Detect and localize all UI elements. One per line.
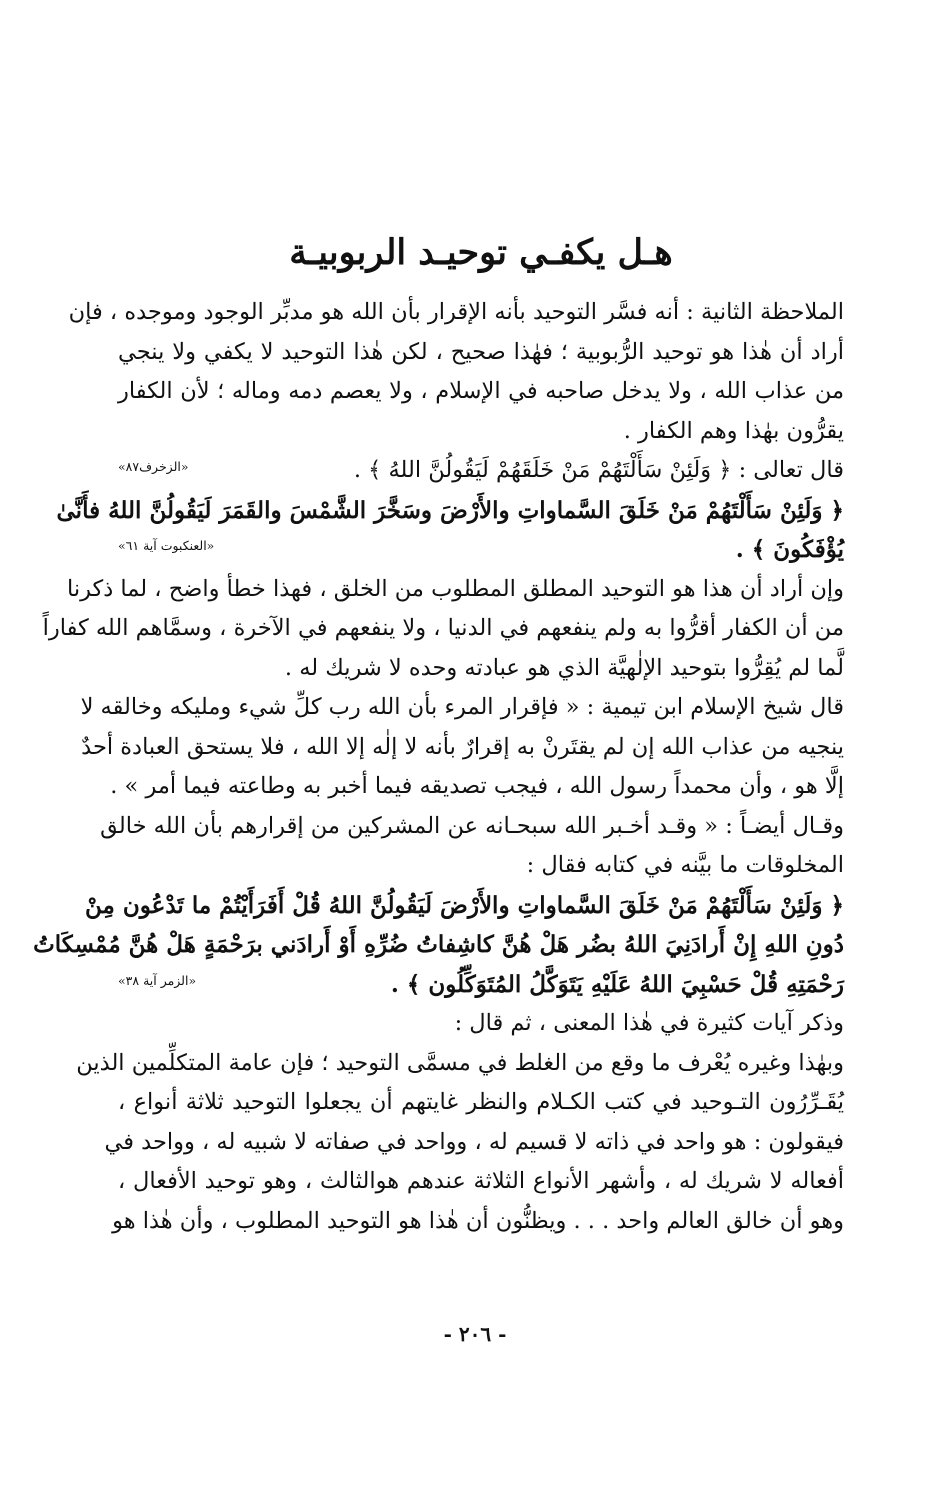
text-line: وقـال أيضـاً : « وقـد أخـبر الله سبحـانه عن المشركين من إقرارهم بأن الله خالق	[100, 812, 844, 839]
paragraph	[76, 1044, 844, 1242]
text-line: دُونِ اللهِ إِنْ أَرادَنِيَ اللهُ بضُر هَلْ هُنَّ كاشِفاتُ ضُرِّهِ أَوْ أَرادَني برَحْمَةٍ هَلْ هُنَّ مُمْسِكَاتُ	[33, 931, 844, 958]
paragraph	[118, 1004, 844, 1044]
text-line: قال تعالى : ﴿ وَلَئِنْ سَأَلْتَهُمْ مَنْ خَلَقَهُمْ لَيَقُولُنَّ اللهُ ﴾ .	[353, 457, 844, 483]
text-line: يقرُّون بهٰذا وهم الكفار .	[623, 417, 844, 444]
verse-reference: «الزخرف٨٧»	[118, 459, 189, 474]
text-line: وبهٰذا وغيره يُعْرف ما وقع من الغلط في مسمَّى التوحيد ؛ فإن عامة المتكلِّمين الذين	[76, 1049, 844, 1076]
paragraph	[33, 886, 844, 1005]
text-line: المخلوقات ما بيَّنه في كتابه فقال :	[526, 852, 844, 878]
paragraph	[42, 570, 844, 689]
text-line: يُؤْفَكُونَ ﴾ .	[735, 536, 844, 563]
text-line: قال شيخ الإسلام ابن تيمية : « فإقرار المرء بأن الله رب كلِّ شيء ومليكه وخالقه لا	[80, 694, 844, 720]
content	[33, 293, 844, 1241]
text-line: وذكر آيات كثيرة في هٰذا المعنى ، ثم قال :	[454, 1010, 844, 1036]
verse-reference: «الزمر آية ٣٨»	[118, 972, 197, 988]
paragraph	[80, 688, 844, 807]
paragraph	[68, 293, 844, 451]
text-line: ﴿ وَلَئِنْ سَأَلْتَهُمْ مَنْ خَلَقَ السَّماواتِ والأَرْضَ لَيَقُولُنَّ اللهُ قُلْ أَفَرَأَيْتُمْ ما تَدْعُون مِنْ	[85, 891, 844, 919]
paragraph	[100, 807, 844, 886]
text-line: ﴿ وَلَئِنْ سَأَلْتَهُمْ مَنْ خَلَقَ السَّماواتِ والأَرْضَ وسَخَّرَ الشَّمْسَ والقَمَرَ لَيَقُولُنَّ اللهُ فأَنَّىٰ	[56, 496, 844, 524]
text-line: إلَّا هو ، وأن محمداً رسول الله ، فيجب تصديقه فيما أخبر به وطاعته فيما أمر » .	[110, 773, 844, 799]
page-body	[33, 225, 844, 1241]
text-line: ينجيه من عذاب الله إن لم يقتَرنْ به إقرارٌ بأنه لا إلٰه إلا الله ، فلا يستحق العبادة أحدٌ	[81, 733, 844, 760]
text-line: من أن الكفار أقرُّوا به ولم ينفعهم في الدنيا ، ولا ينفعهم في الآخرة ، وسمَّاهم الله كفاراً	[42, 615, 844, 641]
paragraph	[56, 491, 844, 570]
text-line: لَّما لم يُقِرُّوا بتوحيد الإلٰهيَّة الذي هو عبادته وحده لا شريك له .	[284, 654, 844, 681]
text-line: يُقَـرِّرُون التـوحيد في كتب الكـلام والنظر غايتهم أن يجعلوا التوحيد ثلاثة أنواع ،	[118, 1089, 844, 1115]
text-line: فيقولون : هو واحد في ذاته لا قسيم له ، وواحد في صفاته لا شبيه له ، وواحد في	[104, 1128, 844, 1155]
page-title: هـل يكفـي توحيـد الربوبيـة	[289, 232, 673, 273]
text-line: من عذاب الله ، ولا يدخل صاحبه في الإسلام ، ولا يعصم دمه وماله ؛ لأن الكفار	[118, 378, 844, 404]
paragraph	[118, 451, 844, 491]
verse-reference: «العنكبوت آية ٦١»	[118, 538, 215, 553]
text-line: وهو أن خالق العالم واحد . . . ويظنُّون أن هٰذا هو التوحيد المطلوب ، وأن هٰذا هو	[112, 1207, 844, 1234]
text-line: رَحْمَتِهِ قُلْ حَسْبِيَ اللهُ عَلَيْهِ يَتَوَكَّلُ المُتَوَكِّلُون ﴾ .	[390, 970, 844, 998]
text-line: الملاحظة الثانية : أنه فسَّر التوحيد بأنه الإقرار بأن الله هو مدبِّر الوجود وموجده ، فإن	[68, 299, 844, 325]
text-line: وإن أراد أن هذا هو التوحيد المطلق المطلوب من الخلق ، فهذا خطأ واضح ، لما ذكرنا	[67, 575, 844, 602]
text-line: أفعاله لا شريك له ، وأشهر الأنواع الثلاثة عندهم هوالثالث ، وهو توحيد الأفعال ،	[118, 1168, 844, 1194]
text-line: أراد أن هٰذا هو توحيد الرُّبوبية ؛ فهٰذا صحيح ، لكن هٰذا التوحيد لا يكفي ولا ينجي	[118, 338, 844, 365]
page-number: - ٢٠٦ -	[443, 1322, 507, 1346]
